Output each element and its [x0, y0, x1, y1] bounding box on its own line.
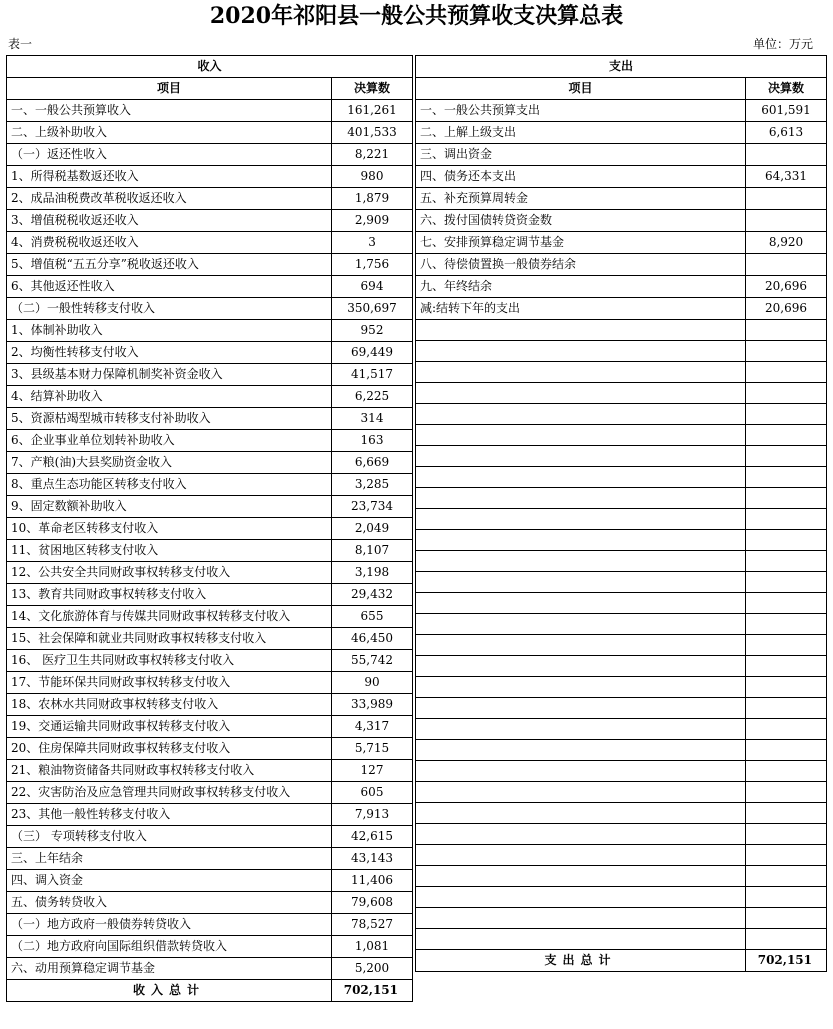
income-amount: 1,879	[332, 188, 413, 210]
expense-item: 减:结转下年的支出	[416, 298, 746, 320]
expense-empty-item	[416, 887, 746, 908]
income-amount: 6,669	[332, 452, 413, 474]
income-amount: 401,533	[332, 122, 413, 144]
income-amount: 3,198	[332, 562, 413, 584]
expense-total-label: 支出总计	[416, 950, 746, 972]
page-title: 2020年祁阳县一般公共预算收支决算总表	[209, 3, 624, 29]
expense-amount: 6,613	[746, 122, 827, 144]
expense-empty-item	[416, 341, 746, 362]
expense-row	[416, 100, 827, 122]
expense-amount	[746, 188, 827, 210]
expense-empty-amount	[746, 908, 827, 929]
income-item: 一、一般公共预算收入	[7, 100, 332, 122]
expense-empty-item	[416, 635, 746, 656]
expense-empty-row	[416, 656, 827, 677]
income-amount: 41,517	[332, 364, 413, 386]
expense-amount-column-header: 决算数	[746, 78, 827, 100]
income-item: 4、结算补助收入	[7, 386, 332, 408]
income-item: 9、固定数额补助收入	[7, 496, 332, 518]
income-section-header: 收入	[7, 56, 413, 78]
expense-empty-amount	[746, 572, 827, 593]
income-row	[7, 826, 413, 848]
expense-amount	[746, 254, 827, 276]
income-row	[7, 452, 413, 474]
income-row	[7, 892, 413, 914]
expense-empty-row	[416, 803, 827, 824]
income-item: 12、公共安全共同财政事权转移支付收入	[7, 562, 332, 584]
expense-empty-amount	[746, 929, 827, 950]
expense-empty-item	[416, 614, 746, 635]
income-amount: 1,756	[332, 254, 413, 276]
expense-empty-amount	[746, 782, 827, 803]
expense-empty-row	[416, 887, 827, 908]
expense-item: 四、债务还本支出	[416, 166, 746, 188]
expense-empty-amount	[746, 719, 827, 740]
income-amount: 5,200	[332, 958, 413, 980]
income-amount: 79,608	[332, 892, 413, 914]
income-item: 三、上年结余	[7, 848, 332, 870]
income-item: 6、其他返还性收入	[7, 276, 332, 298]
income-amount: 42,615	[332, 826, 413, 848]
income-row	[7, 782, 413, 804]
income-row	[7, 100, 413, 122]
income-amount: 8,107	[332, 540, 413, 562]
income-amount: 3,285	[332, 474, 413, 496]
income-amount: 43,143	[332, 848, 413, 870]
expense-empty-row	[416, 320, 827, 341]
expense-empty-row	[416, 929, 827, 950]
income-row	[7, 166, 413, 188]
income-item: 2、均衡性转移支付收入	[7, 342, 332, 364]
income-row	[7, 320, 413, 342]
income-item: 21、粮油物资储备共同财政事权转移支付收入	[7, 760, 332, 782]
expense-empty-row	[416, 572, 827, 593]
income-row	[7, 628, 413, 650]
expense-empty-item	[416, 551, 746, 572]
income-item: 16、 医疗卫生共同财政事权转移支付收入	[7, 650, 332, 672]
income-row	[7, 738, 413, 760]
expense-section-header: 支出	[416, 56, 827, 78]
expense-empty-item	[416, 446, 746, 467]
income-item: 1、体制补助收入	[7, 320, 332, 342]
expense-empty-amount	[746, 824, 827, 845]
expense-empty-row	[416, 488, 827, 509]
expense-empty-amount	[746, 593, 827, 614]
income-row	[7, 804, 413, 826]
expense-amount: 20,696	[746, 298, 827, 320]
income-item: 3、县级基本财力保障机制奖补资金收入	[7, 364, 332, 386]
income-amount: 314	[332, 408, 413, 430]
income-item: 10、革命老区转移支付收入	[7, 518, 332, 540]
income-row	[7, 562, 413, 584]
expense-item: 八、待偿债置换一般债券结余	[416, 254, 746, 276]
income-amount: 163	[332, 430, 413, 452]
expense-row	[416, 122, 827, 144]
income-row	[7, 342, 413, 364]
expense-empty-item	[416, 488, 746, 509]
income-row	[7, 276, 413, 298]
expense-empty-row	[416, 824, 827, 845]
income-amount: 605	[332, 782, 413, 804]
expense-row	[416, 232, 827, 254]
expense-total-amount: 702,151	[746, 950, 827, 972]
expense-item: 七、安排预算稳定调节基金	[416, 232, 746, 254]
expense-empty-amount	[746, 425, 827, 446]
income-amount: 11,406	[332, 870, 413, 892]
expense-empty-item	[416, 929, 746, 950]
income-item: 15、社会保障和就业共同财政事权转移支付收入	[7, 628, 332, 650]
income-amount: 7,913	[332, 804, 413, 826]
expense-amount	[746, 144, 827, 166]
income-item: 3、增值税税收返还收入	[7, 210, 332, 232]
expense-empty-item	[416, 740, 746, 761]
income-item: 1、所得税基数返还收入	[7, 166, 332, 188]
income-item: （一）地方政府一般债券转贷收入	[7, 914, 332, 936]
expense-empty-amount	[746, 845, 827, 866]
expense-empty-item	[416, 824, 746, 845]
income-row	[7, 210, 413, 232]
expense-empty-item	[416, 656, 746, 677]
income-amount: 3	[332, 232, 413, 254]
expense-amount: 601,591	[746, 100, 827, 122]
income-row	[7, 936, 413, 958]
expense-empty-row	[416, 467, 827, 488]
income-row	[7, 474, 413, 496]
expense-row	[416, 188, 827, 210]
expense-item: 一、一般公共预算支出	[416, 100, 746, 122]
income-item: 13、教育共同财政事权转移支付收入	[7, 584, 332, 606]
expense-empty-row	[416, 614, 827, 635]
income-item: 4、消费税税收返还收入	[7, 232, 332, 254]
expense-empty-row	[416, 761, 827, 782]
expense-empty-amount	[746, 803, 827, 824]
expense-empty-row	[416, 530, 827, 551]
expense-empty-item	[416, 362, 746, 383]
expense-empty-row	[416, 635, 827, 656]
expense-empty-item	[416, 383, 746, 404]
income-item: 五、债务转贷收入	[7, 892, 332, 914]
income-row	[7, 848, 413, 870]
expense-empty-row	[416, 383, 827, 404]
income-amount: 33,989	[332, 694, 413, 716]
expense-empty-row	[416, 509, 827, 530]
expense-empty-row	[416, 446, 827, 467]
expense-empty-amount	[746, 677, 827, 698]
expense-empty-amount	[746, 656, 827, 677]
expense-empty-amount	[746, 320, 827, 341]
income-amount: 90	[332, 672, 413, 694]
expense-empty-amount	[746, 551, 827, 572]
income-row	[7, 716, 413, 738]
expense-empty-amount	[746, 635, 827, 656]
expense-row	[416, 298, 827, 320]
expense-table	[415, 55, 827, 972]
income-row	[7, 408, 413, 430]
income-row	[7, 958, 413, 980]
expense-empty-row	[416, 425, 827, 446]
expense-empty-item	[416, 509, 746, 530]
income-item: 6、企业事业单位划转补助收入	[7, 430, 332, 452]
expense-empty-row	[416, 362, 827, 383]
income-amount: 980	[332, 166, 413, 188]
expense-empty-row	[416, 866, 827, 887]
income-item: 14、文化旅游体育与传媒共同财政事权转移支付收入	[7, 606, 332, 628]
table-number: 表一	[8, 37, 33, 51]
income-item: （一）返还性收入	[7, 144, 332, 166]
income-total-row	[7, 980, 413, 1002]
income-item: 18、农林水共同财政事权转移支付收入	[7, 694, 332, 716]
income-amount: 69,449	[332, 342, 413, 364]
expense-empty-amount	[746, 740, 827, 761]
expense-empty-item	[416, 845, 746, 866]
income-item: 2、成品油税费改革税收返还收入	[7, 188, 332, 210]
expense-empty-item	[416, 803, 746, 824]
expense-empty-row	[416, 404, 827, 425]
income-item: （二）一般性转移支付收入	[7, 298, 332, 320]
expense-amount	[746, 210, 827, 232]
income-row	[7, 298, 413, 320]
expense-amount: 8,920	[746, 232, 827, 254]
income-total-label: 收入总计	[7, 980, 332, 1002]
expense-empty-row	[416, 341, 827, 362]
income-amount: 694	[332, 276, 413, 298]
income-amount: 161,261	[332, 100, 413, 122]
income-item: （三） 专项转移支付收入	[7, 826, 332, 848]
income-item: 20、住房保障共同财政事权转移支付收入	[7, 738, 332, 760]
income-total-amount: 702,151	[332, 980, 413, 1002]
expense-empty-item	[416, 572, 746, 593]
expense-item: 三、调出资金	[416, 144, 746, 166]
income-item: 23、其他一般性转移支付收入	[7, 804, 332, 826]
expense-amount: 64,331	[746, 166, 827, 188]
expense-empty-amount	[746, 341, 827, 362]
income-row	[7, 518, 413, 540]
expense-empty-item	[416, 782, 746, 803]
income-item: 四、调入资金	[7, 870, 332, 892]
income-item: （二）地方政府向国际组织借款转贷收入	[7, 936, 332, 958]
expense-row	[416, 276, 827, 298]
expense-row	[416, 210, 827, 232]
expense-empty-item	[416, 467, 746, 488]
expense-empty-amount	[746, 887, 827, 908]
income-amount: 5,715	[332, 738, 413, 760]
expense-empty-amount	[746, 467, 827, 488]
expense-item: 六、拨付国债转贷资金数	[416, 210, 746, 232]
income-amount-column-header: 决算数	[332, 78, 413, 100]
income-item: 六、动用预算稳定调节基金	[7, 958, 332, 980]
expense-empty-row	[416, 908, 827, 929]
expense-row	[416, 144, 827, 166]
expense-item: 九、年终结余	[416, 276, 746, 298]
expense-empty-amount	[746, 761, 827, 782]
income-row	[7, 430, 413, 452]
income-row	[7, 914, 413, 936]
expense-empty-amount	[746, 488, 827, 509]
expense-item: 五、补充预算周转金	[416, 188, 746, 210]
expense-empty-row	[416, 845, 827, 866]
income-amount: 23,734	[332, 496, 413, 518]
income-amount: 55,742	[332, 650, 413, 672]
income-row	[7, 144, 413, 166]
income-row	[7, 672, 413, 694]
income-item: 5、资源枯竭型城市转移支付补助收入	[7, 408, 332, 430]
expense-empty-item	[416, 404, 746, 425]
income-item-column-header: 项目	[7, 78, 332, 100]
expense-amount: 20,696	[746, 276, 827, 298]
expense-empty-amount	[746, 614, 827, 635]
income-item: 17、节能环保共同财政事权转移支付收入	[7, 672, 332, 694]
income-row	[7, 694, 413, 716]
income-amount: 655	[332, 606, 413, 628]
expense-empty-item	[416, 320, 746, 341]
expense-empty-item	[416, 593, 746, 614]
unit-label: 单位：万元	[752, 37, 813, 51]
income-row	[7, 584, 413, 606]
expense-empty-row	[416, 719, 827, 740]
expense-item: 二、上解上级支出	[416, 122, 746, 144]
income-row	[7, 386, 413, 408]
expense-total-row	[416, 950, 827, 972]
expense-empty-item	[416, 530, 746, 551]
expense-empty-item	[416, 719, 746, 740]
expense-empty-amount	[746, 509, 827, 530]
income-item: 5、增值税“五五分享”税收返还收入	[7, 254, 332, 276]
expense-empty-item	[416, 866, 746, 887]
income-amount: 8,221	[332, 144, 413, 166]
income-row	[7, 760, 413, 782]
income-amount: 127	[332, 760, 413, 782]
income-item: 二、上级补助收入	[7, 122, 332, 144]
income-row	[7, 254, 413, 276]
expense-empty-amount	[746, 866, 827, 887]
income-row	[7, 650, 413, 672]
income-row	[7, 232, 413, 254]
income-amount: 6,225	[332, 386, 413, 408]
expense-empty-row	[416, 782, 827, 803]
expense-row	[416, 254, 827, 276]
income-row	[7, 496, 413, 518]
expense-item-column-header: 项目	[416, 78, 746, 100]
income-amount: 2,909	[332, 210, 413, 232]
income-item: 11、贫困地区转移支付收入	[7, 540, 332, 562]
expense-empty-amount	[746, 446, 827, 467]
income-amount: 1,081	[332, 936, 413, 958]
income-item: 8、重点生态功能区转移支付收入	[7, 474, 332, 496]
expense-empty-amount	[746, 362, 827, 383]
expense-empty-row	[416, 551, 827, 572]
income-amount: 952	[332, 320, 413, 342]
income-row	[7, 188, 413, 210]
income-amount: 350,697	[332, 298, 413, 320]
expense-empty-amount	[746, 383, 827, 404]
expense-empty-row	[416, 740, 827, 761]
income-amount: 4,317	[332, 716, 413, 738]
income-row	[7, 540, 413, 562]
expense-empty-row	[416, 593, 827, 614]
income-item: 7、产粮(油)大县奖励资金收入	[7, 452, 332, 474]
expense-empty-row	[416, 698, 827, 719]
income-item: 19、交通运输共同财政事权转移支付收入	[7, 716, 332, 738]
income-table	[6, 55, 413, 1002]
expense-empty-row	[416, 677, 827, 698]
income-item: 22、灾害防治及应急管理共同财政事权转移支付收入	[7, 782, 332, 804]
income-row	[7, 364, 413, 386]
income-row	[7, 122, 413, 144]
expense-empty-item	[416, 677, 746, 698]
income-amount: 46,450	[332, 628, 413, 650]
expense-empty-amount	[746, 404, 827, 425]
expense-empty-item	[416, 698, 746, 719]
income-row	[7, 870, 413, 892]
expense-empty-item	[416, 761, 746, 782]
income-amount: 29,432	[332, 584, 413, 606]
income-amount: 2,049	[332, 518, 413, 540]
expense-empty-amount	[746, 698, 827, 719]
expense-empty-item	[416, 908, 746, 929]
income-row	[7, 606, 413, 628]
expense-empty-item	[416, 425, 746, 446]
expense-row	[416, 166, 827, 188]
income-amount: 78,527	[332, 914, 413, 936]
expense-empty-amount	[746, 530, 827, 551]
